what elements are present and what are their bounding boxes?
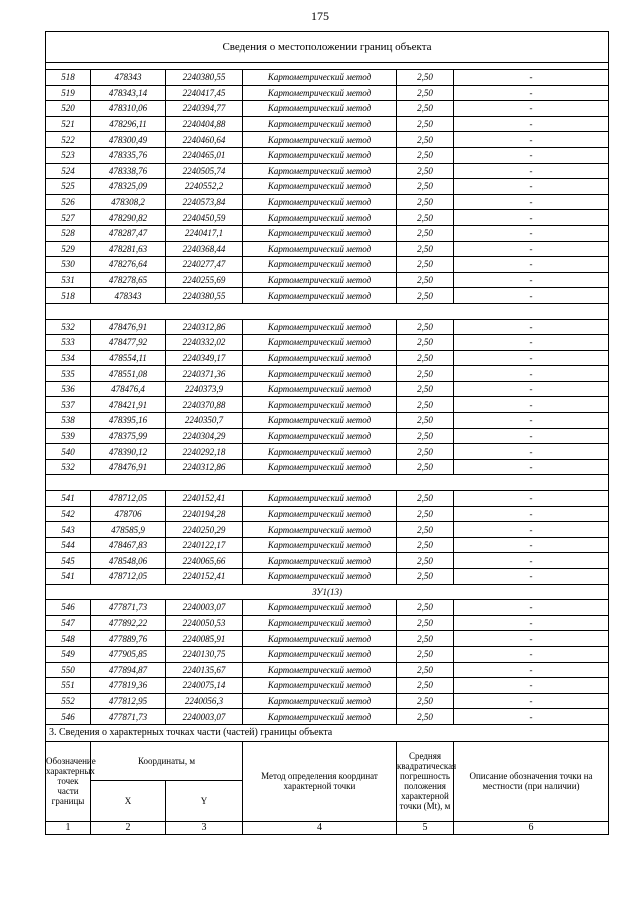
- desc-cell: -: [454, 428, 609, 444]
- point-cell: 541: [46, 491, 91, 507]
- table-row: [46, 241, 609, 257]
- y-cell: 2240465,01: [166, 147, 243, 163]
- error-cell: 2,50: [397, 85, 454, 101]
- desc-cell: -: [454, 210, 609, 226]
- y-cell: 2240370,88: [166, 397, 243, 413]
- y-cell: 2240380,55: [166, 288, 243, 304]
- point-cell: 539: [46, 428, 91, 444]
- column-number: 6: [454, 821, 609, 834]
- method-cell: Картометрический метод: [243, 646, 397, 662]
- error-cell: 2,50: [397, 381, 454, 397]
- table-row: [46, 553, 609, 569]
- error-cell: 2,50: [397, 631, 454, 647]
- y-cell: 2240304,29: [166, 428, 243, 444]
- method-cell: Картометрический метод: [243, 132, 397, 148]
- error-cell: 2,50: [397, 459, 454, 475]
- y-cell: 2240255,69: [166, 272, 243, 288]
- table-row: [46, 335, 609, 351]
- separator-row: ЗУ1(13): [46, 584, 609, 600]
- table-row: [46, 631, 609, 647]
- error-cell: 2,50: [397, 569, 454, 585]
- method-cell: Картометрический метод: [243, 444, 397, 460]
- point-cell: 541: [46, 569, 91, 585]
- desc-cell: -: [454, 179, 609, 195]
- error-cell: 2,50: [397, 491, 454, 507]
- desc-cell: -: [454, 522, 609, 538]
- error-cell: 2,50: [397, 132, 454, 148]
- method-cell: Картометрический метод: [243, 428, 397, 444]
- x-cell: 477819,36: [91, 678, 166, 694]
- error-cell: 2,50: [397, 366, 454, 382]
- error-cell: 2,50: [397, 241, 454, 257]
- x-cell: 478290,82: [91, 210, 166, 226]
- point-cell: 547: [46, 615, 91, 631]
- error-cell: 2,50: [397, 335, 454, 351]
- desc-cell: -: [454, 163, 609, 179]
- desc-cell: -: [454, 335, 609, 351]
- point-cell: 530: [46, 257, 91, 273]
- point-cell: 544: [46, 537, 91, 553]
- table-row: [46, 413, 609, 429]
- table-row: [46, 491, 609, 507]
- x-cell: 478287,47: [91, 225, 166, 241]
- x-cell: 478548,06: [91, 553, 166, 569]
- x-cell: 478278,65: [91, 272, 166, 288]
- point-cell: 545: [46, 553, 91, 569]
- error-cell: 2,50: [397, 506, 454, 522]
- method-cell: Картометрический метод: [243, 210, 397, 226]
- table-row: [46, 179, 609, 195]
- error-cell: 2,50: [397, 693, 454, 709]
- x-cell: 478551,08: [91, 366, 166, 382]
- method-cell: Картометрический метод: [243, 319, 397, 335]
- table-row: [46, 257, 609, 273]
- method-cell: Картометрический метод: [243, 506, 397, 522]
- y-cell: 2240085,91: [166, 631, 243, 647]
- table-row: [46, 85, 609, 101]
- method-cell: Картометрический метод: [243, 163, 397, 179]
- y-cell: 2240380,55: [166, 70, 243, 86]
- table-row: [46, 210, 609, 226]
- desc-cell: -: [454, 631, 609, 647]
- error-cell: 2,50: [397, 225, 454, 241]
- x-cell: 478281,63: [91, 241, 166, 257]
- y-cell: 2240460,64: [166, 132, 243, 148]
- header-coords: Координаты, м: [91, 741, 243, 780]
- y-cell: 2240250,29: [166, 522, 243, 538]
- desc-cell: -: [454, 116, 609, 132]
- y-cell: 2240135,67: [166, 662, 243, 678]
- table-row: [46, 350, 609, 366]
- method-cell: Картометрический метод: [243, 288, 397, 304]
- desc-cell: -: [454, 101, 609, 117]
- x-cell: 478375,99: [91, 428, 166, 444]
- table-row: [46, 522, 609, 538]
- y-cell: 2240368,44: [166, 241, 243, 257]
- method-cell: Картометрический метод: [243, 397, 397, 413]
- point-cell: 542: [46, 506, 91, 522]
- desc-cell: -: [454, 709, 609, 725]
- y-cell: 2240505,74: [166, 163, 243, 179]
- y-cell: 2240417,1: [166, 225, 243, 241]
- x-cell: 478476,4: [91, 381, 166, 397]
- desc-cell: -: [454, 319, 609, 335]
- y-cell: 2240312,86: [166, 319, 243, 335]
- desc-cell: -: [454, 506, 609, 522]
- point-cell: 526: [46, 194, 91, 210]
- method-cell: Картометрический метод: [243, 147, 397, 163]
- method-cell: Картометрический метод: [243, 194, 397, 210]
- error-cell: 2,50: [397, 646, 454, 662]
- desc-cell: -: [454, 397, 609, 413]
- column-number: 1: [46, 821, 91, 834]
- table-title: Сведения о местоположении границ объекта: [46, 32, 609, 63]
- method-cell: Картометрический метод: [243, 101, 397, 117]
- x-cell: 477889,76: [91, 631, 166, 647]
- error-cell: 2,50: [397, 444, 454, 460]
- x-cell: 478554,11: [91, 350, 166, 366]
- desc-cell: -: [454, 381, 609, 397]
- table-row: [46, 600, 609, 616]
- point-cell: 532: [46, 459, 91, 475]
- table-row: [46, 70, 609, 86]
- x-cell: 478390,12: [91, 444, 166, 460]
- table-row: [46, 678, 609, 694]
- x-cell: 477892,22: [91, 615, 166, 631]
- x-cell: 477905,85: [91, 646, 166, 662]
- x-cell: 478585,9: [91, 522, 166, 538]
- error-cell: 2,50: [397, 678, 454, 694]
- desc-cell: -: [454, 241, 609, 257]
- desc-cell: -: [454, 693, 609, 709]
- point-cell: 538: [46, 413, 91, 429]
- desc-cell: -: [454, 85, 609, 101]
- point-cell: 551: [46, 678, 91, 694]
- table-row: [46, 101, 609, 117]
- point-cell: 540: [46, 444, 91, 460]
- method-cell: Картометрический метод: [243, 70, 397, 86]
- error-cell: 2,50: [397, 288, 454, 304]
- header-x: X: [91, 780, 166, 821]
- desc-cell: -: [454, 147, 609, 163]
- error-cell: 2,50: [397, 350, 454, 366]
- column-number: 4: [243, 821, 397, 834]
- method-cell: Картометрический метод: [243, 366, 397, 382]
- table-row: [46, 428, 609, 444]
- error-cell: 2,50: [397, 600, 454, 616]
- page-number: 175: [311, 9, 329, 23]
- error-cell: 2,50: [397, 709, 454, 725]
- y-cell: 2240312,86: [166, 459, 243, 475]
- point-cell: 536: [46, 381, 91, 397]
- table-row: [46, 709, 609, 725]
- y-cell: 2240349,17: [166, 350, 243, 366]
- desc-cell: -: [454, 553, 609, 569]
- point-cell: 535: [46, 366, 91, 382]
- point-cell: 519: [46, 85, 91, 101]
- table-row: [46, 163, 609, 179]
- point-cell: 548: [46, 631, 91, 647]
- table-row: [46, 662, 609, 678]
- table-row: [46, 147, 609, 163]
- header-method: Метод определения координат характерной точки: [243, 741, 397, 821]
- y-cell: 2240394,77: [166, 101, 243, 117]
- column-number: 2: [91, 821, 166, 834]
- table-row: [46, 225, 609, 241]
- point-cell: 520: [46, 101, 91, 117]
- y-cell: 2240075,14: [166, 678, 243, 694]
- x-cell: 478325,09: [91, 179, 166, 195]
- method-cell: Картометрический метод: [243, 693, 397, 709]
- point-cell: 550: [46, 662, 91, 678]
- header-point: Обозначение характерных точек части границы: [46, 741, 91, 821]
- error-cell: 2,50: [397, 522, 454, 538]
- y-cell: 2240003,07: [166, 709, 243, 725]
- point-cell: 518: [46, 70, 91, 86]
- error-cell: 2,50: [397, 413, 454, 429]
- x-cell: 478335,76: [91, 147, 166, 163]
- method-cell: Картометрический метод: [243, 662, 397, 678]
- desc-cell: -: [454, 350, 609, 366]
- x-cell: 477894,87: [91, 662, 166, 678]
- error-cell: 2,50: [397, 147, 454, 163]
- desc-cell: -: [454, 600, 609, 616]
- error-cell: 2,50: [397, 194, 454, 210]
- error-cell: 2,50: [397, 257, 454, 273]
- x-cell: 478421,91: [91, 397, 166, 413]
- y-cell: 2240277,47: [166, 257, 243, 273]
- point-cell: 521: [46, 116, 91, 132]
- method-cell: Картометрический метод: [243, 350, 397, 366]
- error-cell: 2,50: [397, 210, 454, 226]
- x-cell: 478276,64: [91, 257, 166, 273]
- x-cell: 478476,91: [91, 459, 166, 475]
- table-row: [46, 537, 609, 553]
- desc-cell: -: [454, 225, 609, 241]
- separator-row: [46, 303, 609, 319]
- table-row: [46, 646, 609, 662]
- y-cell: 2240050,53: [166, 615, 243, 631]
- column-number: 5: [397, 821, 454, 834]
- point-cell: 522: [46, 132, 91, 148]
- point-cell: 534: [46, 350, 91, 366]
- x-cell: 478706: [91, 506, 166, 522]
- gap-row: [46, 63, 609, 70]
- y-cell: 2240450,59: [166, 210, 243, 226]
- point-cell: 543: [46, 522, 91, 538]
- method-cell: Картометрический метод: [243, 179, 397, 195]
- error-cell: 2,50: [397, 537, 454, 553]
- point-cell: 528: [46, 225, 91, 241]
- point-cell: 549: [46, 646, 91, 662]
- method-cell: Картометрический метод: [243, 537, 397, 553]
- method-cell: Картометрический метод: [243, 381, 397, 397]
- method-cell: Картометрический метод: [243, 459, 397, 475]
- error-cell: 2,50: [397, 319, 454, 335]
- table-row: [46, 132, 609, 148]
- y-cell: 2240373,9: [166, 381, 243, 397]
- y-cell: 2240573,84: [166, 194, 243, 210]
- desc-cell: -: [454, 459, 609, 475]
- y-cell: 2240292,18: [166, 444, 243, 460]
- table-row: [46, 381, 609, 397]
- y-cell: 2240056,3: [166, 693, 243, 709]
- table-row: [46, 693, 609, 709]
- point-cell: 532: [46, 319, 91, 335]
- point-cell: 529: [46, 241, 91, 257]
- column-number: 3: [166, 821, 243, 834]
- error-cell: 2,50: [397, 70, 454, 86]
- point-cell: 533: [46, 335, 91, 351]
- point-cell: 523: [46, 147, 91, 163]
- x-cell: 478467,83: [91, 537, 166, 553]
- y-cell: 2240130,75: [166, 646, 243, 662]
- method-cell: Картометрический метод: [243, 257, 397, 273]
- x-cell: 478712,05: [91, 569, 166, 585]
- x-cell: 478308,2: [91, 194, 166, 210]
- x-cell: 478338,76: [91, 163, 166, 179]
- method-cell: Картометрический метод: [243, 272, 397, 288]
- method-cell: Картометрический метод: [243, 241, 397, 257]
- method-cell: Картометрический метод: [243, 569, 397, 585]
- method-cell: Картометрический метод: [243, 615, 397, 631]
- x-cell: 478343: [91, 288, 166, 304]
- desc-cell: -: [454, 257, 609, 273]
- x-cell: 477812,95: [91, 693, 166, 709]
- desc-cell: -: [454, 678, 609, 694]
- point-cell: 546: [46, 709, 91, 725]
- error-cell: 2,50: [397, 428, 454, 444]
- point-cell: 524: [46, 163, 91, 179]
- y-cell: 2240122,17: [166, 537, 243, 553]
- desc-cell: -: [454, 70, 609, 86]
- point-cell: 537: [46, 397, 91, 413]
- method-cell: Картометрический метод: [243, 600, 397, 616]
- y-cell: 2240332,02: [166, 335, 243, 351]
- x-cell: 478296,11: [91, 116, 166, 132]
- error-cell: 2,50: [397, 553, 454, 569]
- y-cell: 2240552,2: [166, 179, 243, 195]
- table-row: [46, 397, 609, 413]
- y-cell: 2240371,36: [166, 366, 243, 382]
- desc-cell: -: [454, 491, 609, 507]
- error-cell: 2,50: [397, 662, 454, 678]
- header-error: Средняя квадратическая погрешность положения характерной точки (Mt), м: [397, 741, 454, 821]
- method-cell: Картометрический метод: [243, 413, 397, 429]
- section-3-title: 3. Сведения о характерных точках части (частей) границы объекта: [46, 724, 609, 741]
- method-cell: Картометрический метод: [243, 491, 397, 507]
- method-cell: Картометрический метод: [243, 678, 397, 694]
- y-cell: 2240065,66: [166, 553, 243, 569]
- desc-cell: -: [454, 615, 609, 631]
- x-cell: 478310,06: [91, 101, 166, 117]
- error-cell: 2,50: [397, 615, 454, 631]
- table-row: [46, 459, 609, 475]
- desc-cell: -: [454, 272, 609, 288]
- y-cell: 2240417,45: [166, 85, 243, 101]
- x-cell: 478343: [91, 70, 166, 86]
- error-cell: 2,50: [397, 179, 454, 195]
- table-row: [46, 506, 609, 522]
- y-cell: 2240152,41: [166, 569, 243, 585]
- desc-cell: -: [454, 288, 609, 304]
- boundary-table: [45, 31, 609, 835]
- table-row: [46, 116, 609, 132]
- method-cell: Картометрический метод: [243, 631, 397, 647]
- table-row: [46, 366, 609, 382]
- x-cell: 478300,49: [91, 132, 166, 148]
- x-cell: 478395,16: [91, 413, 166, 429]
- error-cell: 2,50: [397, 116, 454, 132]
- table-row: [46, 288, 609, 304]
- y-cell: 2240152,41: [166, 491, 243, 507]
- y-cell: 2240194,28: [166, 506, 243, 522]
- point-cell: 525: [46, 179, 91, 195]
- x-cell: 478343,14: [91, 85, 166, 101]
- method-cell: Картометрический метод: [243, 522, 397, 538]
- method-cell: Картометрический метод: [243, 709, 397, 725]
- point-cell: 552: [46, 693, 91, 709]
- method-cell: Картометрический метод: [243, 553, 397, 569]
- header-description: Описание обозначения точки на местности (при наличии): [454, 741, 609, 821]
- method-cell: Картометрический метод: [243, 116, 397, 132]
- point-cell: 527: [46, 210, 91, 226]
- desc-cell: -: [454, 366, 609, 382]
- y-cell: 2240350,7: [166, 413, 243, 429]
- x-cell: 477871,73: [91, 709, 166, 725]
- desc-cell: -: [454, 194, 609, 210]
- desc-cell: -: [454, 537, 609, 553]
- error-cell: 2,50: [397, 272, 454, 288]
- point-cell: 546: [46, 600, 91, 616]
- method-cell: Картометрический метод: [243, 225, 397, 241]
- desc-cell: -: [454, 662, 609, 678]
- table-row: [46, 272, 609, 288]
- point-cell: 531: [46, 272, 91, 288]
- header-y: Y: [166, 780, 243, 821]
- table-row: [46, 569, 609, 585]
- error-cell: 2,50: [397, 163, 454, 179]
- table-row: [46, 194, 609, 210]
- desc-cell: -: [454, 132, 609, 148]
- x-cell: 478476,91: [91, 319, 166, 335]
- x-cell: 478712,05: [91, 491, 166, 507]
- method-cell: Картометрический метод: [243, 335, 397, 351]
- desc-cell: -: [454, 413, 609, 429]
- desc-cell: -: [454, 569, 609, 585]
- point-cell: 518: [46, 288, 91, 304]
- desc-cell: -: [454, 646, 609, 662]
- separator-row: [46, 475, 609, 491]
- desc-cell: -: [454, 444, 609, 460]
- x-cell: 477871,73: [91, 600, 166, 616]
- y-cell: 2240003,07: [166, 600, 243, 616]
- method-cell: Картометрический метод: [243, 85, 397, 101]
- error-cell: 2,50: [397, 397, 454, 413]
- y-cell: 2240404,88: [166, 116, 243, 132]
- table-row: [46, 319, 609, 335]
- table-row: [46, 444, 609, 460]
- table-row: [46, 615, 609, 631]
- error-cell: 2,50: [397, 101, 454, 117]
- x-cell: 478477,92: [91, 335, 166, 351]
